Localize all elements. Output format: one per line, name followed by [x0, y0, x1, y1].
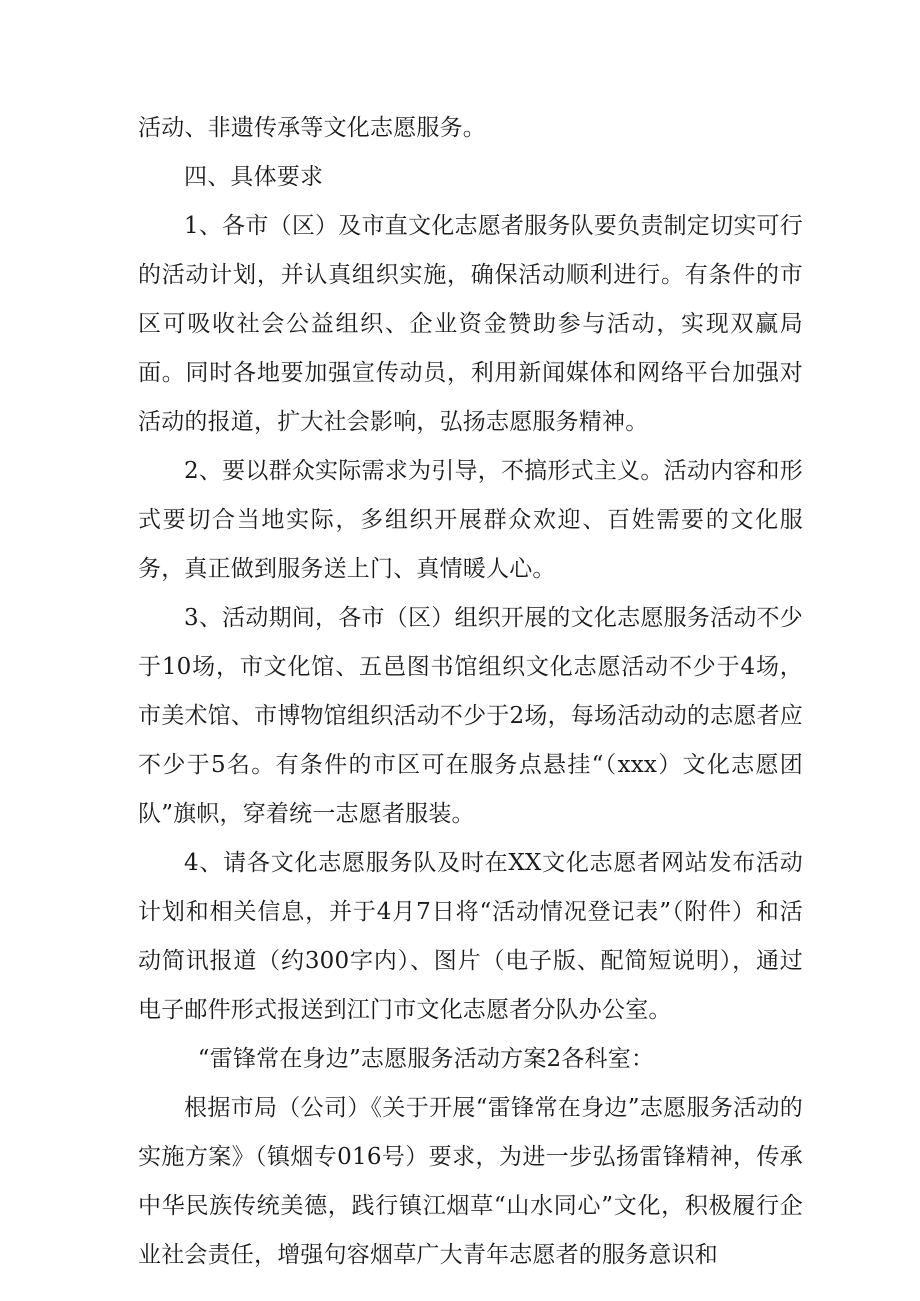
document-body — [138, 104, 803, 1280]
section-heading: 四、具体要求 — [184, 164, 324, 190]
requirement-item-2: 2、要以群众实际需求为引导，不搞形式主义。活动内容和形式要切合当地实际，多组织开展群众欢迎、百姓需要的文化服务，真正做到服务送上门、真情暖人心。 — [138, 458, 803, 582]
requirement-item-1: 1、各市（区）及市直文化志愿者服务队要负责制定切实可行的活动计划，并认真组织实施，确保活动顺利进行。有条件的市区可吸收社会公益组织、企业资金赞助参与活动，实现双赢局面。同时各地要加强宣传动员，利用新闻媒体和网络平台加强对活动的报道，扩大社会影响，弘扬志愿服务精神。 — [138, 213, 803, 435]
requirement-item-3: 3、活动期间，各市（区）组织开展的文化志愿服务活动不少于10场，市文化馆、五邑图书馆组织文化志愿活动不少于4场，市美术馆、市博物馆组织活动不少于2场，每场活动动的志愿者应不少于5名。有条件的市区可在服务点悬挂“（xxx）文化志愿团队”旗帜，穿着统一志愿者服装。 — [138, 605, 803, 827]
plan-intro-paragraph: 根据市局（公司）《关于开展“雷锋常在身边”志愿服务活动的实施方案》（镇烟专016号）要求，为进一步弘扬雷锋精神，传承中华民族传统美德，践行镇江烟草“山水同心”文化，积极履行企业社会责任，增强句容烟草广大青年志愿者的服务意识和 — [138, 1095, 803, 1268]
paragraph-continuation: 活动、非遗传承等文化志愿服务。 — [138, 115, 486, 141]
requirement-item-4: 4、请各文化志愿服务队及时在XX文化志愿者网站发布活动计划和相关信息，并于4月7日将“活动情况登记表”（附件）和活动简讯报道（约300字内）、图片（电子版、配简短说明），通过电子邮件形式报送到江门市文化志愿者分队办公室。 — [138, 850, 803, 1023]
plan-title: “雷锋常在身边”志愿服务活动方案2各科室： — [197, 1046, 655, 1072]
